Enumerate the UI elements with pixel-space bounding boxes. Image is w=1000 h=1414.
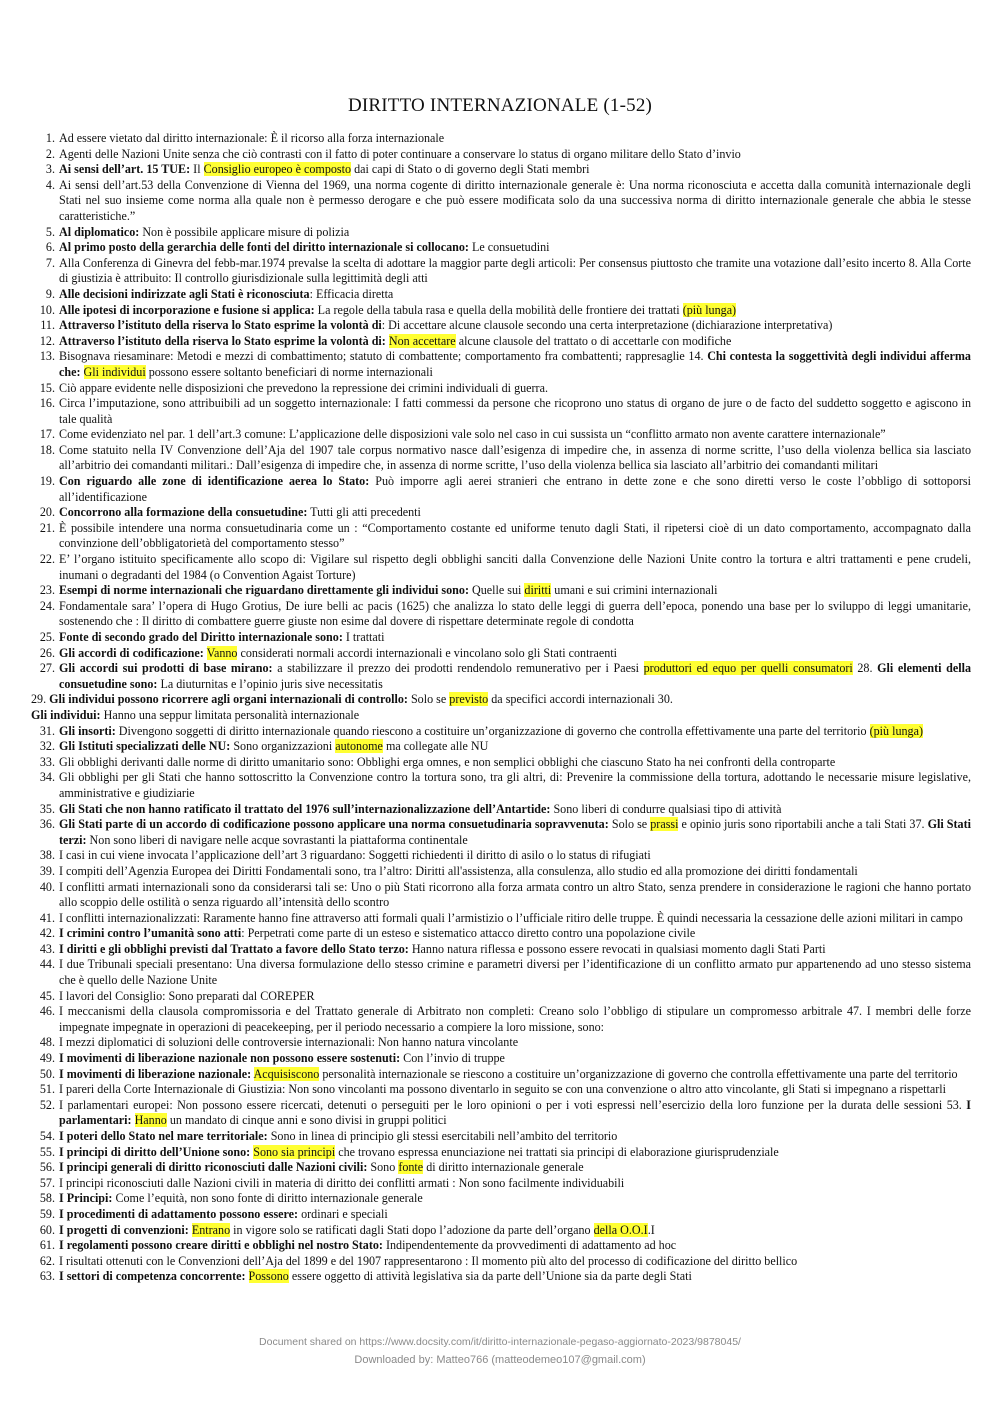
item-text xyxy=(59,989,971,1005)
item-text xyxy=(59,552,971,583)
answer-text: Tutti gli atti precedenti xyxy=(307,505,421,520)
answer-text: Sono organizzazioni xyxy=(230,739,336,754)
answer-text: Sono xyxy=(367,1160,399,1175)
item-text xyxy=(59,147,971,163)
question-text: I principi generali di diritto riconosciuti dalle Nazioni civili: xyxy=(59,1160,368,1175)
answer-text: Gli obblighi derivanti dalle norme di diritto umanitario sono: Obblighi erga omnes, e non semplici obblighi che ciascuno Stato ha nei confronti della controparte xyxy=(59,754,836,769)
list-item xyxy=(31,552,971,583)
question-text: Gli individui possono ricorrere agli organi internazionali di controllo: xyxy=(49,692,408,707)
item-text xyxy=(31,692,971,708)
item-number: 48. xyxy=(39,1035,55,1050)
item-number: 32. xyxy=(39,739,55,754)
list-item xyxy=(31,1207,971,1223)
highlighted-text: (più lunga) xyxy=(682,302,737,317)
answer-text: Hanno una seppur limitata personalità internazionale xyxy=(100,707,360,722)
question-text: I parlamentari: xyxy=(59,1097,971,1128)
item-number: 9. xyxy=(45,286,55,301)
item-text xyxy=(59,240,971,256)
question-text: Esempi di norme internazionali che riguardano direttamente gli individui sono: xyxy=(59,583,469,598)
item-number: 17. xyxy=(39,427,55,442)
item-text xyxy=(59,505,971,521)
item-number: 36. xyxy=(39,817,55,832)
item-text xyxy=(59,1176,971,1192)
answer-text: che trovano espressa enunciazione nei trattati sia principi di elaborazione giurisprudenziale xyxy=(335,1144,779,1159)
item-number: 6. xyxy=(45,240,55,255)
answer-text: Alla Conferenza di Ginevra del febb-mar.1974 prevalse la scelta di adottare la maggior parte degli articoli: Per consensus piuttosto che tramite una votazione dall’esito incerto 8. Alla Corte di giustizia è attribuito: Il controllo giurisdizionale sulla legittimità degli atti xyxy=(59,255,971,286)
question-text: Concorrono alla formazione della consuetudine: xyxy=(59,505,308,520)
question-text: I crimini contro l’umanità sono atti xyxy=(59,926,242,941)
answer-text: Fondamentale sara’ l’opera di Hugo Grotius, De iure belli ac pacis (1625) che analizza lo stato delle leggi di guerra dell’epoca, ponendo una base per lo sviluppo di leggi umanitarie, sostenendo che : Il diritto di combattere guerre giuste non esime dal dovere di rispettare determinate regole di condotta xyxy=(59,598,971,629)
answer-text: Come statuito nella IV Convenzione dell’Aja del 1907 tale corpus normativo nasce dall’esigenza di impedire che, in assenza di norme scritte, l’uso della violenza bellica sia lasciato all’arbitrio dei comandanti militari.: Dall’esigenza di impedire che, in assenza di norme scritte, l’uso della violenza bellica sia lasciato all’arbitrio dei comandanti militari xyxy=(59,442,971,473)
answer-text: I risultati ottenuti con le Convenzioni dell’Aja del 1899 e del 1907 rappresentarono : Il momento più alto del processo di codificazione del diritto bellico xyxy=(59,1253,798,1268)
item-number: 31. xyxy=(39,723,55,738)
item-text xyxy=(59,739,971,755)
item-text xyxy=(59,1269,971,1285)
list-item xyxy=(31,692,971,708)
question-text: I procedimenti di adattamento possono essere: xyxy=(59,1206,299,1221)
item-text xyxy=(59,334,971,350)
answer-text: I pareri della Corte Internazionale di Giustizia: Non sono vincolanti ma possono diventarlo in seguito se con una convenzione o altro atto vincolante, gli Stati si impegnano a rispettarli xyxy=(59,1082,946,1097)
item-number: 20. xyxy=(39,505,55,520)
list-item xyxy=(31,256,971,287)
highlighted-text: Vanno xyxy=(206,645,238,660)
question-text: Gli accordi sui prodotti di base mirano: xyxy=(59,661,273,676)
highlighted-text: Sono sia principi xyxy=(253,1144,336,1159)
answer-text: La regole della tabula rasa e quella della mobilità delle frontiere dei trattati xyxy=(314,302,683,317)
answer-text: personalità internazionale se riescono a costituire un’organizzazione di governo che controlla effettivamente una parte del territorio xyxy=(319,1066,958,1081)
item-number: 10. xyxy=(39,302,55,317)
answer-text: Agenti delle Nazioni Unite senza che ciò contrasti con il fatto di poter continuare a conservare lo status di organo militare dello Stato d’invio xyxy=(59,146,741,161)
question-text: Alle decisioni indirizzate agli Stati è riconosciuta xyxy=(59,286,310,301)
question-text: I poteri dello Stato nel mare territoriale: xyxy=(59,1129,268,1143)
item-number: 40. xyxy=(39,879,55,894)
item-number: 11. xyxy=(40,318,55,333)
list-item xyxy=(31,817,971,848)
item-number: 12. xyxy=(39,333,55,348)
item-number: 22. xyxy=(39,552,55,567)
answer-text: Le consuetudini xyxy=(468,240,550,255)
list-item xyxy=(31,661,971,692)
item-text xyxy=(59,225,971,241)
list-item xyxy=(31,1098,971,1129)
highlighted-text: prassi xyxy=(650,817,679,832)
question-text: I movimenti di liberazione nazionale: xyxy=(59,1066,252,1081)
highlighted-text: diritti xyxy=(524,583,552,598)
answer-text: Bisognava riesaminare: Metodi e mezzi di combattimento; statuto di combattente; comportamento fra combattenti; rappresaglie 14. xyxy=(59,349,708,364)
list-item xyxy=(31,349,971,380)
list-item xyxy=(31,396,971,427)
footer-shared-note: Document shared on https://www.docsity.com/it/diritto-internazionale-pegaso-aggiornato-2023/9878045/ xyxy=(259,1336,741,1348)
answer-text: : Efficacia diretta xyxy=(309,286,394,301)
item-text xyxy=(59,1191,971,1207)
list-item xyxy=(31,178,971,225)
item-text xyxy=(59,599,971,630)
list-item xyxy=(31,739,971,755)
question-text: Gli Stati parte di un accordo di codificazione possono applicare una norma consuetudinaria sopravvenuta: xyxy=(59,817,609,832)
item-number: 13. xyxy=(39,349,55,364)
list-item xyxy=(31,1160,971,1176)
item-text xyxy=(59,817,971,848)
item-number: 45. xyxy=(39,988,55,1003)
footer-download-note: Downloaded by: Matteo766 (matteodemeo107@gmail.com) xyxy=(354,1354,646,1366)
item-text xyxy=(59,1145,971,1161)
answer-text: I conflitti armati internazionali sono da considerarsi tali se: Uno o più Stati ricorrono alla forza armata contro un altro Stato, senza prendere in considerazione le ragioni che hanno portato allo scoppio delle ostilità o senza riguardo all’intensità dello scontro xyxy=(59,879,971,910)
list-item xyxy=(31,1191,971,1207)
item-number: 49. xyxy=(39,1051,55,1066)
item-text xyxy=(59,1238,971,1254)
item-number: 26. xyxy=(39,645,55,660)
item-text xyxy=(59,396,971,427)
list-item xyxy=(31,864,971,880)
question-text: Con riguardo alle zone di identificazione aerea lo Stato: xyxy=(59,474,370,489)
item-text xyxy=(59,178,971,225)
list-item xyxy=(31,225,971,241)
answer-text: Solo se xyxy=(608,817,651,832)
answer-text: essere oggetto di attività legislativa sia da parte dell’Unione sia da parte degli Stati xyxy=(288,1269,692,1284)
item-number: 58. xyxy=(39,1191,55,1206)
list-item xyxy=(31,1129,971,1145)
answer-text: I principi riconosciuti dalle Nazioni civili in materia di diritto dei conflitti armati : Non sono facilmente individuabili xyxy=(59,1175,625,1190)
item-number: 56. xyxy=(39,1160,55,1175)
list-item xyxy=(31,583,971,599)
list-item xyxy=(31,646,971,662)
list-item xyxy=(31,708,971,724)
item-number: 59. xyxy=(39,1206,55,1221)
item-text xyxy=(59,1223,971,1239)
list-item xyxy=(31,599,971,630)
item-number: 16. xyxy=(39,396,55,411)
question-text: Gli Stati che non hanno ratificato il trattato del 1976 sull’internazionalizzazione dell’Antartide: xyxy=(59,801,551,816)
answer-text: I due Tribunali speciali presentano: Una diversa formulazione dello stesso crimine e parametri diversi per l’identificazione di un conflitto armato pur appartenendo ad uno stesso sistema che è quello delle Nazione Unite xyxy=(59,957,971,988)
list-item xyxy=(31,474,971,505)
answer-text: ordinari e speciali xyxy=(298,1206,388,1221)
answer-text: considerati normali accordi internazionali e vincolano solo gli Stati contraenti xyxy=(237,645,617,660)
item-number: 2. xyxy=(45,146,55,161)
item-text xyxy=(59,303,971,319)
item-text xyxy=(59,318,971,334)
list-item xyxy=(31,1035,971,1051)
question-text: Ai sensi dell’art. 15 TUE: xyxy=(59,162,191,177)
item-number: 51. xyxy=(39,1082,55,1097)
answer-text: Il xyxy=(190,162,204,177)
answer-text: Quelle sui xyxy=(468,583,525,598)
item-text xyxy=(59,957,971,988)
item-number: 7. xyxy=(45,255,55,270)
answer-text: di diritto internazionale generale xyxy=(423,1160,584,1175)
answer-text: Ai sensi dell’art.53 della Convenzione di Vienna del 1969, una norma cogente di diritto internazionale generale è: Una norma riconosciuta e accetta dalla comunità internazionale degli Stati nel suo insieme come norma alla quale non è permesso derogare e che può essere modificata solo da una successiva norma di diritto internazionale generale che abbia le stesse caratteristiche.” xyxy=(59,177,971,223)
question-text: Attraverso l’istituto della riserva lo Stato esprime la volontà di: xyxy=(59,333,386,348)
item-number: 52. xyxy=(39,1097,55,1112)
question-text: Attraverso l’istituto della riserva lo Stato esprime la volontà di xyxy=(59,318,382,333)
list-item xyxy=(31,381,971,397)
item-number: 43. xyxy=(39,941,55,956)
item-text xyxy=(59,1254,971,1270)
list-item xyxy=(31,1269,971,1285)
question-text: I progetti di convenzioni: xyxy=(59,1222,189,1237)
item-text xyxy=(59,162,971,178)
item-number: 60. xyxy=(39,1222,55,1237)
item-number: 4. xyxy=(45,177,55,192)
item-text xyxy=(59,1098,971,1129)
item-text xyxy=(59,770,971,801)
item-text xyxy=(59,1207,971,1223)
answer-text: Indipendentemente da provvedimenti di adattamento ad hoc xyxy=(382,1238,677,1253)
answer-text: : Di accettare alcune clausole secondo una certa interpretazione (dichiarazione interpretativa) xyxy=(381,318,833,333)
item-text xyxy=(59,349,971,380)
item-number: 39. xyxy=(39,863,55,878)
answer-text: Non sono liberi di navigare nelle acque sovrastanti la piattaforma continentale xyxy=(86,832,468,847)
item-number: 25. xyxy=(39,630,55,644)
list-item xyxy=(31,957,971,988)
item-text xyxy=(59,755,971,771)
answer-text: alcune clausole del trattato o di accettarle con modifiche xyxy=(455,333,732,348)
highlighted-text: (più lunga) xyxy=(869,723,923,738)
list-item xyxy=(31,1004,971,1035)
question-text: Fonte di secondo grado del Diritto internazionale sono: xyxy=(59,630,343,644)
item-number: 46. xyxy=(39,1004,55,1019)
question-text: I regolamenti possono creare diritti e obblighi nel nostro Stato: xyxy=(59,1238,383,1253)
list-item xyxy=(31,1051,971,1067)
item-number: 33. xyxy=(39,754,55,769)
answer-text: 28. xyxy=(852,661,878,676)
answer-text: La diuturnitas e l’opinio juris sive necessitatis xyxy=(157,676,383,691)
answer-text: Con l’invio di truppe xyxy=(400,1051,505,1066)
list-item xyxy=(31,630,971,646)
list-item xyxy=(31,318,971,334)
answer-text: Come evidenziato nel par. 1 dell’art.3 comune: L’applicazione delle disposizioni vale solo nel caso in cui sussista un “conflitto armato non avente carattere internazionale” xyxy=(59,427,886,442)
list-item xyxy=(31,443,971,474)
item-number: 19. xyxy=(39,474,55,489)
item-text xyxy=(59,427,971,443)
answer-text: I lavori del Consiglio: Sono preparati dal COREPER xyxy=(59,988,315,1003)
answer-text: I parlamentari europei: Non possono essere ricercati, detenuti o perseguiti per le loro opinioni o per i voti espressi nell’esercizio della loro funzione per la durata delle sessioni 53. xyxy=(59,1097,967,1112)
answer-text: È possibile intendere una norma consuetudinaria come un : “Comportamento costante ed uniforme tenuto dagli Stati, il ripetersi cioè di un dato comportamento, accompagnato dalla convinzione dell’obbligatorietà del comportamento stesso” xyxy=(59,520,971,551)
list-item xyxy=(31,1067,971,1083)
item-text xyxy=(59,802,971,818)
list-item xyxy=(31,1145,971,1161)
highlighted-text: Non accettare xyxy=(388,333,456,348)
highlighted-text: Entrano xyxy=(191,1222,231,1237)
item-number: 62. xyxy=(39,1253,55,1268)
list-item xyxy=(31,427,971,443)
item-text xyxy=(59,474,971,505)
item-number: 21. xyxy=(39,520,55,535)
answer-text: I trattati xyxy=(342,630,385,644)
answer-text: e opinio juris sono riportabili anche a tali Stati 37. xyxy=(678,817,928,832)
list-item xyxy=(31,1254,971,1270)
item-number: 61. xyxy=(39,1238,55,1253)
item-number: 44. xyxy=(39,957,55,972)
list-item xyxy=(31,240,971,256)
answer-text: Non è possibile applicare misure di polizia xyxy=(139,224,350,239)
answer-text: da specifici accordi internazionali 30. xyxy=(488,692,673,707)
item-number: 24. xyxy=(39,598,55,613)
question-text: I movimenti di liberazione nazionale non possono essere sostenuti: xyxy=(59,1051,401,1066)
item-text xyxy=(59,1051,971,1067)
answer-text: Come l’equità, non sono fonte di diritto internazionale generale xyxy=(112,1191,423,1206)
item-text xyxy=(59,864,971,880)
answer-text: Gli obblighi per gli Stati che hanno sottoscritto la Convenzione contro la tortura sono, tra gli altri, di: Prevenire la commissione della tortura, adottando le necessarie misure legislative, amministrative e giudiziarie xyxy=(59,770,971,800)
list-item xyxy=(31,802,971,818)
item-number: 42. xyxy=(39,926,55,941)
answer-text: un mandato di cinque anni e sono divisi in gruppi politici xyxy=(166,1113,447,1128)
question-text: Gli Istituti specializzati delle NU: xyxy=(59,739,231,754)
item-text xyxy=(59,583,971,599)
question-text: Al primo posto della gerarchia delle fonti del diritto internazionale si collocano: xyxy=(59,240,469,255)
answer-text: I conflitti internazionalizzati: Raramente hanno fine attraverso atti formali quali l’armistizio o l’ufficiale ritiro delle truppe. È quindi necessaria la cessazione delle azioni militari in campo xyxy=(59,910,963,925)
question-text: I settori di competenza concorrente: xyxy=(59,1269,246,1284)
answer-text: Solo se xyxy=(407,692,450,707)
item-number: 23. xyxy=(39,583,55,598)
question-text: Gli accordi di codificazione: xyxy=(59,645,204,660)
item-number: 63. xyxy=(39,1269,55,1284)
list-item xyxy=(31,911,971,927)
item-number: 1. xyxy=(45,131,55,145)
item-text xyxy=(59,1082,971,1098)
item-number: 50. xyxy=(39,1066,55,1081)
list-item xyxy=(31,755,971,771)
item-number: 35. xyxy=(39,801,55,816)
list-item xyxy=(31,989,971,1005)
list-item xyxy=(31,287,971,303)
list-item xyxy=(31,880,971,911)
highlighted-text: Consiglio europeo è composto xyxy=(203,162,352,177)
item-text xyxy=(59,1160,971,1176)
question-list xyxy=(31,131,971,1285)
list-item xyxy=(31,162,971,178)
question-text: Gli elementi della consuetudine sono: xyxy=(59,661,971,691)
item-number: 18. xyxy=(39,442,55,457)
list-item xyxy=(31,724,971,740)
list-item xyxy=(31,770,971,801)
highlighted-text: Gli individui xyxy=(83,364,146,379)
item-text xyxy=(59,646,971,662)
item-text xyxy=(59,256,971,287)
item-number: 5. xyxy=(45,224,55,239)
answer-text: possono essere soltanto beneficiari di norme internazionali xyxy=(145,364,433,379)
answer-text: Può imporre agli aerei stranieri che entrano in dette zone e che sono diretti verso le coste l’obbligo di sottoporsi all’identificazione xyxy=(59,474,971,504)
answer-text: Hanno natura riflessa e possono essere revocati in qualsiasi momento dagli Stati Parti xyxy=(408,941,826,956)
answer-text: in vigore solo se ratificati dagli Stati dopo l’adozione da parte dell’organo xyxy=(230,1222,594,1237)
list-item xyxy=(31,942,971,958)
list-item xyxy=(31,1223,971,1239)
item-number: 41. xyxy=(39,910,55,925)
answer-text: I casi in cui viene invocata l’applicazione dell’art 3 riguardano: Soggetti richiedenti il diritto di asilo o lo status di rifugiati xyxy=(59,848,651,863)
question-text: Gli insorti: xyxy=(59,723,116,738)
item-text xyxy=(59,521,971,552)
highlighted-text: della O.O.I xyxy=(593,1222,648,1237)
item-number: 27. xyxy=(39,661,55,676)
list-item xyxy=(31,1082,971,1098)
question-text: Gli Stati terzi: xyxy=(59,817,971,847)
highlighted-text: produttori ed equo per quelli consumatori xyxy=(643,661,853,676)
list-item xyxy=(31,1238,971,1254)
item-number: 55. xyxy=(39,1144,55,1159)
list-item xyxy=(31,521,971,552)
answer-text: I meccanismi della clausola compromissoria e del Trattato generale di Arbitrato non completi: Creano solo l’obbligo di stipulare un compromesso arbitrale 47. I membri delle forze impegnate impegnate in operazioni di peacekeeping, per il periodo necessario a compiere la loro missione, sono: xyxy=(59,1004,971,1034)
list-item xyxy=(31,147,971,163)
answer-text: Divengono soggetti di diritto internazionale quando riescono a costituire un’organizzazione di governo che controlla effettivamente una parte del territorio xyxy=(115,723,870,738)
list-item xyxy=(31,505,971,521)
list-item xyxy=(31,334,971,350)
question-text: Gli individui: xyxy=(31,707,101,722)
highlighted-text: Acquisiscono xyxy=(253,1066,320,1081)
item-text xyxy=(59,926,971,942)
item-text xyxy=(59,381,971,397)
answer-text: umani e sui crimini internazionali xyxy=(551,583,718,598)
item-number: 38. xyxy=(39,848,55,863)
item-number: 34. xyxy=(39,770,55,785)
answer-text: I mezzi diplomatici di soluzioni delle controversie internazionali: Non hanno natura vincolante xyxy=(59,1035,519,1050)
question-text: I principi di diritto dell’Unione sono: xyxy=(59,1144,251,1159)
item-text xyxy=(59,724,971,740)
item-text xyxy=(59,911,971,927)
answer-text: dai capi di Stato o di governo degli Stati membri xyxy=(351,162,590,177)
item-text xyxy=(59,1129,971,1145)
highlighted-text: fonte xyxy=(398,1160,424,1175)
item-number: 57. xyxy=(39,1175,55,1190)
item-text xyxy=(59,1067,971,1083)
list-item xyxy=(31,926,971,942)
answer-text: Ad essere vietato dal diritto internazionale: È il ricorso alla forza internazionale xyxy=(59,131,445,145)
list-item xyxy=(31,848,971,864)
item-text xyxy=(59,131,971,147)
highlighted-text: Possono xyxy=(248,1269,289,1284)
answer-text: Sono in linea di principio gli stessi esercitabili nell’ambito del territorio xyxy=(267,1129,618,1143)
answer-text: a stabilizzare il prezzo dei prodotti rendendolo remunerativo per i Paesi xyxy=(272,661,644,676)
item-text xyxy=(59,1035,971,1051)
item-text xyxy=(59,443,971,474)
answer-text: Sono liberi di condurre qualsiasi tipo di attività xyxy=(550,801,782,816)
item-number: 3. xyxy=(45,162,55,177)
item-text xyxy=(59,880,971,911)
answer-text: Ciò appare evidente nelle disposizioni che prevedono la repressione dei crimini individuali di guerra. xyxy=(59,380,548,395)
answer-text: I compiti dell’Agenzia Europea dei Diritti Fondamentali sono, tra l’altro: Diritti all'assistenza, alla consulenza, allo studio ed alla promozione dei diritti fondamentali xyxy=(59,863,858,878)
item-number: 54. xyxy=(39,1129,55,1143)
list-item xyxy=(31,131,971,147)
item-text xyxy=(59,942,971,958)
list-item xyxy=(31,303,971,319)
item-text xyxy=(31,708,971,724)
answer-text: ma collegate alle NU xyxy=(382,739,489,754)
list-item xyxy=(31,1176,971,1192)
answer-text: : Perpetrati come parte di un esteso e sistematico attacco diretto contro una popolazione civile xyxy=(241,926,696,941)
item-text xyxy=(59,287,971,303)
page-title: DIRITTO INTERNAZIONALE (1-52) xyxy=(347,95,653,116)
question-text: I diritti e gli obblighi previsti dal Trattato a favore dello Stato terzo: xyxy=(59,941,409,956)
item-text xyxy=(59,848,971,864)
answer-text: .I xyxy=(647,1222,655,1237)
answer-text: 29. xyxy=(31,692,50,707)
answer-text: Circa l’imputazione, sono attribuibili ad un soggetto internazionale: I fatti commessi da persone che ricoprono uno status di organo de jure o de facto del suddetto soggetto e agiscono in tale qualità xyxy=(59,396,971,426)
answer-text: E’ l’organo istituito specificamente allo scopo di: Vigilare sul rispetto degli obblighi sanciti dalla Convenzione delle Nazioni Unite contro la tortura e altri trattamenti e pene crudeli, inumani o degradanti del 1984 (o Convention Agaist Torture) xyxy=(59,552,971,582)
question-text: I Principi: xyxy=(59,1191,113,1206)
item-number: 15. xyxy=(39,380,55,395)
highlighted-text: autonome xyxy=(335,739,383,754)
item-text xyxy=(59,630,971,646)
item-text xyxy=(59,661,971,692)
highlighted-text: Hanno xyxy=(134,1113,167,1128)
question-text: Al diplomatico: xyxy=(59,224,140,239)
question-text: Chi contesta la soggettività degli individui afferma che: xyxy=(59,349,971,379)
item-text xyxy=(59,1004,971,1035)
highlighted-text: previsto xyxy=(449,692,489,707)
question-text: Alle ipotesi di incorporazione e fusione si applica: xyxy=(59,302,315,317)
